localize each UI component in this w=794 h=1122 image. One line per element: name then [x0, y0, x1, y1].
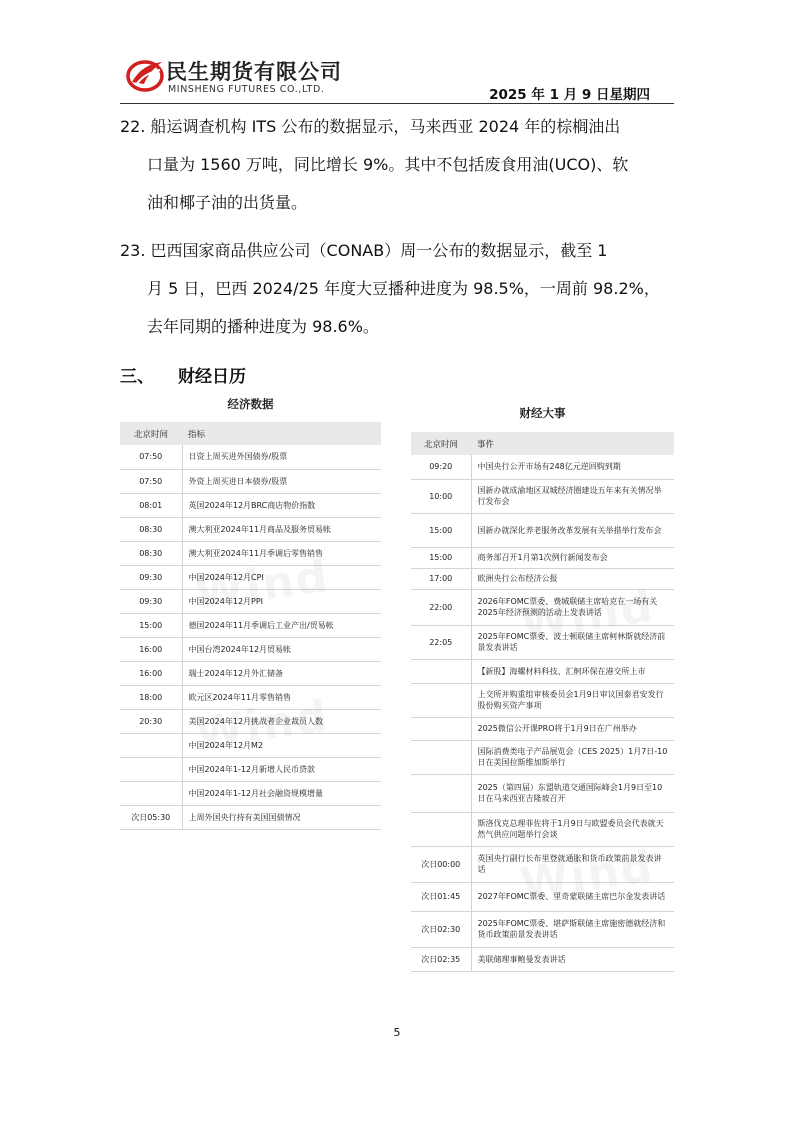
table-row: [411, 455, 674, 479]
table-row: [411, 513, 674, 547]
table-row: [120, 637, 381, 661]
row-time: 08:01: [120, 493, 182, 517]
row-event: 2025年FOMC票委、堪萨斯联储主席施密德就经济和货币政策前景发表讲话: [471, 911, 674, 947]
table-row: [411, 683, 674, 717]
table-header-row: [120, 422, 381, 445]
row-time: [120, 733, 182, 757]
row-event: 商务部召开1月第1次例行新闻发布会: [471, 547, 674, 568]
row-time: [411, 774, 471, 812]
table-row: [120, 445, 381, 469]
report-date: 2025 年 1 月 9 日星期四: [489, 87, 650, 103]
row-indicator: 英国2024年12月BRC商店物价指数: [182, 493, 381, 517]
row-event: 国新办就深化养老服务改革发展有关举措举行发布会: [471, 513, 674, 547]
row-time: [411, 740, 471, 774]
row-time: 09:30: [120, 589, 182, 613]
news-text: 油和椰子油的出货量。: [147, 193, 308, 212]
table-row: [411, 659, 674, 683]
news-text: 口量为 1560 万吨，同比增长 9%。其中不包括废食用油(UCO)、软: [147, 155, 629, 174]
row-time: [120, 781, 182, 805]
column-header-event: 事件: [471, 432, 674, 455]
row-time: [411, 683, 471, 717]
column-header-time: 北京时间: [120, 422, 182, 445]
news-line: [120, 308, 676, 346]
section-title: 财经日历: [178, 367, 246, 387]
row-time: 次日01:45: [411, 882, 471, 911]
news-item-23: [120, 232, 676, 346]
table-row: [120, 613, 381, 637]
news-line: [120, 270, 676, 308]
row-indicator: 澳大利亚2024年11月季调后零售销售: [182, 541, 381, 565]
table-row: [411, 947, 674, 971]
row-event: 斯洛伐克总理菲佐将于1月9日与欧盟委员会代表就天然气供应问题举行会谈: [471, 812, 674, 846]
econ-table-caption: 经济数据: [227, 397, 274, 411]
row-indicator: 中国2024年12月M2: [182, 733, 381, 757]
row-event: 国新办就成渝地区双城经济圈建设五年来有关情况举行发布会: [471, 479, 674, 513]
row-time: 20:30: [120, 709, 182, 733]
section-heading: [120, 362, 246, 387]
row-indicator: 中国台湾2024年12月贸易帐: [182, 637, 381, 661]
table-row: [411, 812, 674, 846]
column-header-indicator: 指标: [182, 422, 381, 445]
table-row: [120, 781, 381, 805]
news-line: [120, 232, 676, 270]
table-header-row: [411, 432, 674, 455]
table-row: [411, 717, 674, 740]
company-name-cn: 民生期货有限公司: [166, 60, 342, 84]
row-time: 次日00:00: [411, 846, 471, 882]
row-indicator: 瑞士2024年12月外汇储备: [182, 661, 381, 685]
page-header: [120, 52, 674, 104]
news-line: [120, 146, 676, 184]
table-row: [411, 740, 674, 774]
row-time: 07:50: [120, 445, 182, 469]
row-indicator: 中国2024年12月CPI: [182, 565, 381, 589]
news-text: 巴西国家商品供应公司（CONAB）周一公布的数据显示，截至 1: [150, 241, 608, 260]
company-name-en: MINSHENG FUTURES CO.,LTD.: [168, 84, 325, 95]
news-item-22: [120, 108, 676, 222]
row-indicator: 德国2024年11月季调后工业产出/贸易帐: [182, 613, 381, 637]
row-indicator: 中国2024年1-12月社会融资规模增量: [182, 781, 381, 805]
row-time: 15:00: [120, 613, 182, 637]
row-indicator: 美国2024年12月挑战者企业裁员人数: [182, 709, 381, 733]
table-row: [120, 517, 381, 541]
table-row: [411, 774, 674, 812]
row-time: 15:00: [411, 513, 471, 547]
row-time: 15:00: [411, 547, 471, 568]
table-row: [120, 757, 381, 781]
row-event: 2025年FOMC票委、波士顿联储主席柯林斯就经济前景发表讲话: [471, 625, 674, 659]
row-time: 次日02:35: [411, 947, 471, 971]
row-indicator: 澳大利亚2024年11月商品及服务贸易帐: [182, 517, 381, 541]
row-time: 次日02:30: [411, 911, 471, 947]
events-table-caption: 财经大事: [519, 406, 566, 420]
row-time: 08:30: [120, 517, 182, 541]
row-event: 上交所并购重组审核委员会1月9日审议国泰君安发行股份购买资产事项: [471, 683, 674, 717]
row-time: 09:30: [120, 565, 182, 589]
row-time: 16:00: [120, 637, 182, 661]
row-time: [411, 812, 471, 846]
news-number: 22.: [120, 117, 146, 136]
page-number: 5: [393, 1026, 401, 1039]
row-time: 18:00: [120, 685, 182, 709]
row-time: 22:05: [411, 625, 471, 659]
table-row: [411, 547, 674, 568]
row-time: [120, 757, 182, 781]
section-number: 三、: [120, 367, 154, 387]
row-event: 中国央行公开市场有248亿元逆回购到期: [471, 455, 674, 479]
row-event: 美联储理事鲍曼发表讲话: [471, 947, 674, 971]
row-indicator: 外资上周买进日本债券/股票: [182, 469, 381, 493]
row-time: 22:00: [411, 589, 471, 625]
table-row: [120, 805, 381, 829]
row-indicator: 欧元区2024年11月零售销售: [182, 685, 381, 709]
column-header-time: 北京时间: [411, 432, 471, 455]
table-row: [120, 493, 381, 517]
news-line: [120, 184, 676, 222]
row-event: 【新股】海螺材料科技、汇舸环保在港交所上市: [471, 659, 674, 683]
news-text: 去年同期的播种进度为 98.6%。: [147, 317, 379, 336]
row-indicator: 上周外国央行持有美国国债情况: [182, 805, 381, 829]
row-time: 09:20: [411, 455, 471, 479]
row-indicator: 日资上周买进外国债券/股票: [182, 445, 381, 469]
row-event: 2026年FOMC票委、费城联储主席哈克在一场有关2025年经济预测的活动上发表讲话: [471, 589, 674, 625]
row-event: 英国央行副行长布里登就通胀和货币政策前景发表讲话: [471, 846, 674, 882]
table-row: [120, 469, 381, 493]
news-text: 船运调查机构 ITS 公布的数据显示，马来西亚 2024 年的棕榈油出: [150, 117, 621, 136]
row-time: 次日05:30: [120, 805, 182, 829]
economic-data-table: [120, 422, 381, 830]
row-time: 07:50: [120, 469, 182, 493]
row-event: 欧洲央行公布经济公报: [471, 568, 674, 589]
table-row: [411, 479, 674, 513]
row-event: 国际消费类电子产品展览会（CES 2025）1月7日-10日在美国拉斯维加斯举行: [471, 740, 674, 774]
news-number: 23.: [120, 241, 146, 260]
row-event: 2025（第四届）东盟轨道交通国际峰会1月9日至10日在马来西亚吉隆坡召开: [471, 774, 674, 812]
row-time: [411, 659, 471, 683]
row-time: 10:00: [411, 479, 471, 513]
row-indicator: 中国2024年12月PPI: [182, 589, 381, 613]
row-time: [411, 717, 471, 740]
row-event: 2025微信公开课PRO将于1月9日在广州举办: [471, 717, 674, 740]
table-row: [411, 911, 674, 947]
table-row: [120, 661, 381, 685]
row-time: 16:00: [120, 661, 182, 685]
row-time: 17:00: [411, 568, 471, 589]
news-line: [120, 108, 676, 146]
minsheng-logo-icon: [126, 58, 164, 92]
news-text: 月 5 日，巴西 2024/25 年度大豆播种进度为 98.5%，一周前 98.2%，: [147, 279, 660, 298]
row-event: 2027年FOMC票委、里奇蒙联储主席巴尔金发表讲话: [471, 882, 674, 911]
row-indicator: 中国2024年1-12月新增人民币贷款: [182, 757, 381, 781]
row-time: 08:30: [120, 541, 182, 565]
